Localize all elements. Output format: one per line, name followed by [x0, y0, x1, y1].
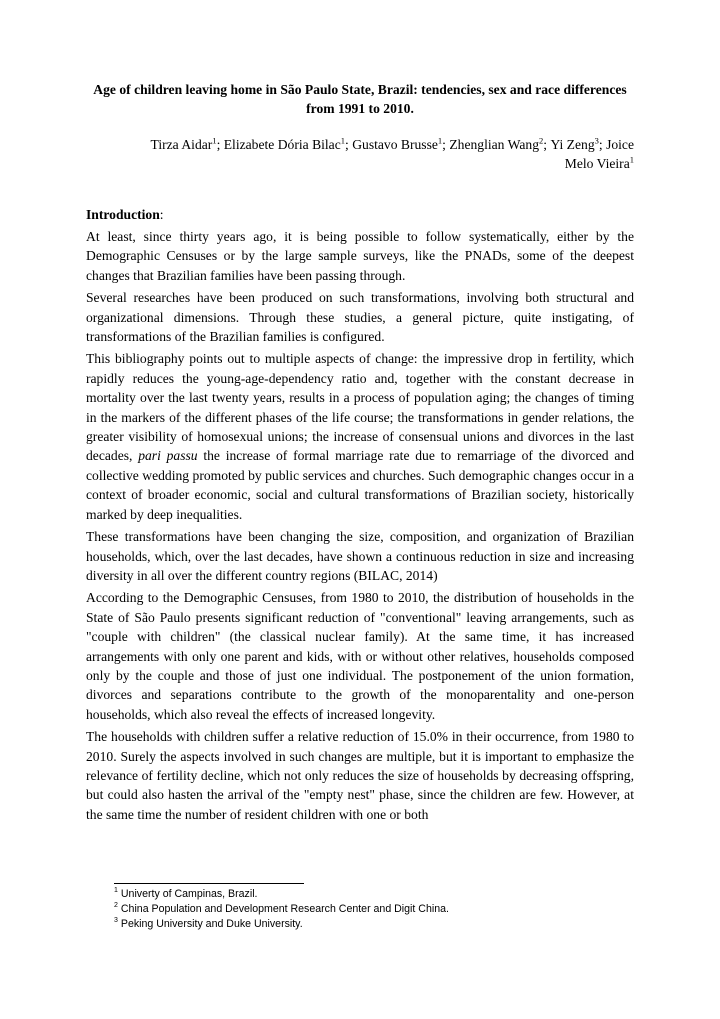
author-name: Yi Zeng$^3$; [550, 135, 607, 152]
author-name: Melo Vieira$^1$ [564, 154, 634, 171]
paper-page [86, 80, 634, 827]
footnote: $^2$ China Population and Development Research Center and Digit China. [114, 902, 449, 915]
paper-title: Age of children leaving home in São Paulo State, Brazil: tendencies, sex and race differences from 1991 to 2010. [93, 82, 627, 116]
paragraph: At least, since thirty years ago, it is being possible to follow systematically, either by the Demographic Censuses or by the large sample surveys, like the PNADs, some of the deepest changes that Brazilian families have been passing through. [86, 229, 634, 283]
author-name: Tirza Aidar$^1$; [150, 135, 224, 152]
footnote: $^3$ Peking University and Duke University. [114, 917, 303, 930]
footnote: $^1$ Univerty of Campinas, Brazil. [114, 887, 258, 900]
author-name: Zhenglian Wang$^2$; [449, 135, 551, 152]
paragraph: The households with children suffer a relative reduction of 15.0% in their occurrence, from 1980 to 2010. Surely the aspects involved in such changes are multiple, but it is important to emphasize the relevance of fertility decline, which not only reduces the size of households by decreasing offspring, but could also hasten the arrival of the "empty nest" phase, since the children are few. However, at the same time the number of resident children with one or both [86, 729, 634, 822]
author-name: Gustavo Brusse$^1$; [352, 135, 450, 152]
section-heading: Introduction: [86, 207, 164, 222]
paragraph: These transformations have been changing the size, composition, and organization of Brazilian households, which, over the last decades, have shown a continuous reduction in size and increasing diversity in all over the different country regions (BILAC, 2014) [86, 529, 634, 583]
footnote-divider [114, 883, 304, 884]
paragraph: According to the Demographic Censuses, from 1980 to 2010, the distribution of households in the State of São Paulo presents significant reduction of "conventional" leaving arrangements, such as "couple with children" (the classical nuclear family). At the same time, it has increased arrangements with only one parent and kids, with or without other relatives, households composed only by the couple and those of just one individual. The postponement of the union formation, divorces and separations contribute to the growth of the monoparentality and one-person households, which also reveal the effects of increased longevity. [86, 590, 634, 722]
author-name: Elizabete Dória Bilac$^1$; [223, 135, 353, 152]
paragraph: Several researches have been produced on such transformations, involving both structural and organizational dimensions. Through these studies, a general picture, quite instigating, of transformations of the Brazilian families is configured. [86, 290, 634, 345]
paragraph: This bibliography points out to multiple aspects of change: the impressive drop in fertility, which rapidly reduces the young-age-dependency ratio and, together with the constant decrease in mortality over the last twenty years, results in a process of population aging; the changes of timing in the markers of the different phases of the life course; the transformations in gender relations, the greater visibility of homosexual unions; the increase of consensual unions and divorces in the last decades, pari passu the increase of formal marriage rate due to remarriage of the divorced and collective wedding promoted by public services and churches. Such demographic changes occur in a context of broader economic, social and cultural transformations of Brazilian society, historically marked by deep inequalities. [86, 351, 634, 522]
author-list: Tirza Aidar$^1$; Elizabete Dória Bilac$^1$; Gustavo Brusse$^1$; Zhenglian Wang$^2$; Yi Zeng$^3$; Joice Melo Vieira$^1$ [150, 135, 634, 171]
footnotes [114, 887, 634, 932]
